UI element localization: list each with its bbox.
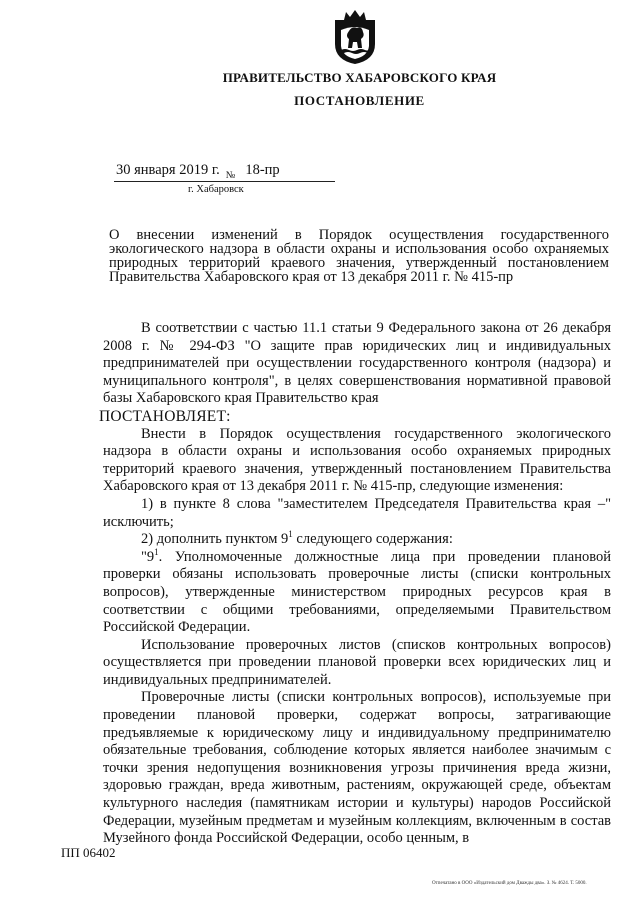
document-subject: О внесении изменений в Порядок осуществления государственного экологического надзора в области охраны и использования особо охраняемых природных территорий краевого значения, утвержденный постановлением Правительства Хабаровского края от 13 декабря 2011 г. № 415-пр: [109, 227, 609, 285]
resolve-heading: ПОСТАНОВЛЯЕТ:: [99, 407, 231, 425]
document-body: [99, 320, 611, 848]
clause-9-1-paragraph: [103, 546, 611, 637]
government-name: ПРАВИТЕЛЬСТВО ХАБАРОВСКОГО КРАЯ: [222, 70, 497, 85]
checklist-content-paragraph: Проверочные листы (списки контрольных вопросов), используемые при проведении плановой проверки, содержат вопросы, затрагивающие предъявляемые к юридическому лицу и индивидуальному предпринимателю обязательные требования, соблюдение которых является наиболее значимым с точки зрения недопущения возникновения угрозы причинения вреда жизни, здоровью граждан, вреда животным, растениям, окружающей среде, объектам культурного наследия (памятникам истории и культуры) народов Российской Федерации, музейным предметам и музейным коллекциям, включенным в состав Музейного фонда Российской Федерации, особо ценным, в: [103, 689, 611, 847]
date-underline: [114, 181, 335, 182]
document-code: ПП 06402: [61, 845, 116, 860]
list-item-1: 1) в пункте 8 слова "заместителем Председателя Правительства края –" исключить;: [103, 495, 611, 530]
clause-number-prefix: "9: [141, 548, 155, 565]
list-item-2-prefix: 2) дополнить пунктом 9: [141, 531, 289, 548]
clause-number-superscript: 1: [154, 546, 159, 557]
document-type-title: ПОСТАНОВЛЕНИЕ: [294, 93, 425, 108]
list-item-2-suffix: следующего содержания:: [292, 531, 453, 548]
document-date: 30 января 2019 г.: [116, 162, 220, 178]
printer-imprint: Отпечатано в ООО «Издательский дом Дважды два». З. № 4624. Т. 5000.: [432, 881, 587, 886]
list-item-2-superscript: 1: [288, 529, 293, 540]
coat-of-arms-icon: [330, 8, 380, 66]
number-sign: №: [225, 170, 236, 181]
clause-text: . Уполномоченные должностные лица при проведении плановой проверки обязаны использовать проверочные листы (списки контрольных вопросов), утвержденные министерством природных ресурсов края в соответствии с общими требованиями, определяемыми Правительством Российской Федерации.: [103, 548, 611, 636]
city-label: г. Хабаровск: [188, 184, 244, 195]
amendment-intro-paragraph: Внести в Порядок осуществления государственного экологического надзора в области охраны и использования особо охраняемых природных территорий краевого значения, утвержденный постановлением Правительства Хабаровского края от 13 декабря 2011 г. № 415-пр, следующие изменения:: [103, 425, 611, 495]
checklist-usage-paragraph: Использование проверочных листов (списков контрольных вопросов) осуществляется при проведении плановой проверки всех юридических лиц и индивидуальных предпринимателей.: [103, 636, 611, 688]
preamble-paragraph: В соответствии с частью 11.1 статьи 9 Федерального закона от 26 декабря 2008 г. № 294-ФЗ "О защите прав юридических лиц и индивидуальных предпринимателей при осуществлении государственного контроля (надзора) и муниципального контроля", в целях совершенствования нормативной правовой базы Хабаровского края Правительство края: [103, 320, 611, 407]
list-item-2: [103, 531, 611, 549]
document-number: 18-пр: [245, 162, 280, 178]
date-number-line: [116, 162, 280, 181]
